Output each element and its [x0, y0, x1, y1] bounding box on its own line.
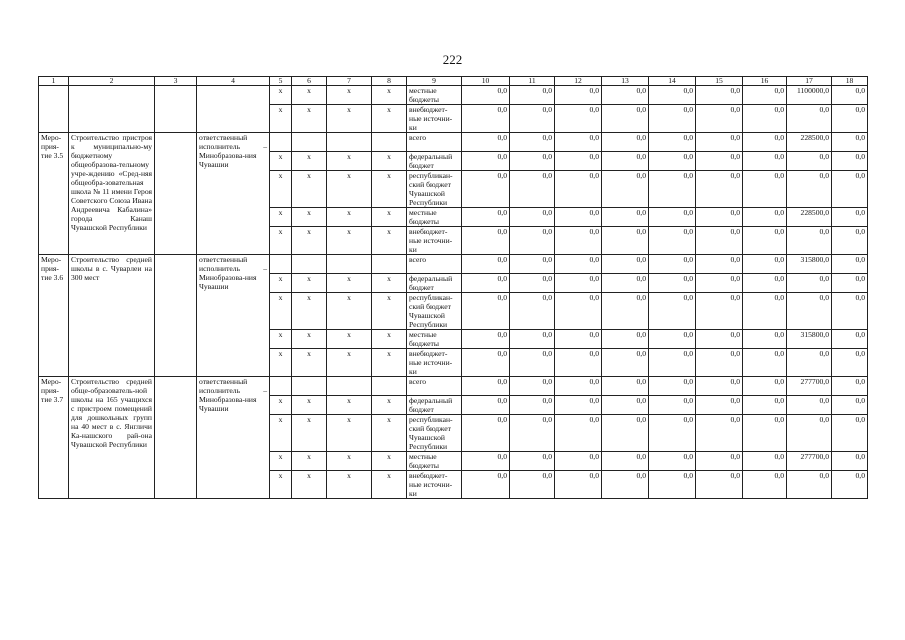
- amount-cell: 0,0: [743, 86, 787, 105]
- amount-cell: 0,0: [462, 330, 510, 349]
- amount-cell: 0,0: [832, 133, 868, 152]
- amount-cell: 0,0: [743, 208, 787, 227]
- x-marker-cell: x: [270, 86, 292, 105]
- x-marker-cell: x: [327, 349, 372, 377]
- amount-cell: 0,0: [696, 415, 743, 452]
- table-row: [39, 133, 868, 152]
- empty-cell: [197, 86, 270, 133]
- amount-cell: 0,0: [832, 452, 868, 471]
- amount-cell: 1100000,0: [787, 86, 832, 105]
- column-header: 6: [292, 77, 327, 86]
- x-marker-cell: x: [270, 349, 292, 377]
- x-marker-cell: x: [292, 86, 327, 105]
- x-marker-cell: x: [372, 396, 407, 415]
- amount-cell: 0,0: [696, 105, 743, 133]
- x-marker-cell: x: [327, 152, 372, 171]
- column-header: 9: [407, 77, 462, 86]
- amount-cell: 0,0: [787, 152, 832, 171]
- empty-cell: [69, 86, 155, 133]
- amount-cell: 0,0: [462, 152, 510, 171]
- column-header: 3: [155, 77, 197, 86]
- activity-label-cell: Меро-прия-тие 3.5: [39, 133, 69, 255]
- x-marker-cell: x: [327, 105, 372, 133]
- amount-cell: 0,0: [555, 105, 602, 133]
- amount-cell: 0,0: [696, 86, 743, 105]
- amount-cell: 0,0: [555, 227, 602, 255]
- x-marker-cell: x: [292, 105, 327, 133]
- amount-cell: 0,0: [510, 349, 555, 377]
- amount-cell: 0,0: [832, 86, 868, 105]
- x-marker-cell: x: [292, 349, 327, 377]
- amount-cell: 0,0: [696, 133, 743, 152]
- x-marker-cell: x: [270, 171, 292, 208]
- amount-cell: 0,0: [462, 171, 510, 208]
- x-marker-cell: x: [372, 274, 407, 293]
- amount-cell: 0,0: [743, 349, 787, 377]
- amount-cell: 0,0: [649, 171, 696, 208]
- amount-cell: 0,0: [602, 471, 649, 499]
- amount-cell: 0,0: [696, 152, 743, 171]
- amount-cell: 0,0: [787, 171, 832, 208]
- x-marker-cell: x: [292, 330, 327, 349]
- x-marker-cell: x: [327, 86, 372, 105]
- x-marker-cell: x: [270, 330, 292, 349]
- x-marker-cell: x: [372, 208, 407, 227]
- x-marker-cell: x: [292, 171, 327, 208]
- amount-cell: 0,0: [649, 105, 696, 133]
- x-marker-cell: x: [270, 227, 292, 255]
- x-marker-cell: x: [327, 208, 372, 227]
- amount-cell: 0,0: [462, 227, 510, 255]
- x-marker-cell: x: [292, 471, 327, 499]
- amount-cell: 0,0: [649, 274, 696, 293]
- amount-cell: 0,0: [602, 415, 649, 452]
- column-header: 2: [69, 77, 155, 86]
- x-marker-cell: x: [270, 471, 292, 499]
- amount-cell: 0,0: [510, 255, 555, 274]
- amount-cell: 0,0: [743, 377, 787, 396]
- amount-cell: 0,0: [462, 208, 510, 227]
- amount-cell: 0,0: [555, 415, 602, 452]
- amount-cell: 0,0: [649, 377, 696, 396]
- executor-cell: ответственный исполнитель – Минобразова-ния Чувашии: [197, 255, 270, 377]
- amount-cell: 0,0: [649, 152, 696, 171]
- x-marker-cell: [292, 133, 327, 152]
- amount-cell: 0,0: [510, 86, 555, 105]
- amount-cell: 0,0: [743, 452, 787, 471]
- activity-label-cell: Меро-прия-тие 3.6: [39, 255, 69, 377]
- funding-source-cell: внебюджет-ные источни-ки: [407, 105, 462, 133]
- amount-cell: 0,0: [602, 171, 649, 208]
- amount-cell: 0,0: [649, 349, 696, 377]
- table-body: [39, 86, 868, 499]
- column-header: 5: [270, 77, 292, 86]
- column-header: 4: [197, 77, 270, 86]
- amount-cell: 0,0: [510, 471, 555, 499]
- x-marker-cell: [270, 377, 292, 396]
- x-marker-cell: [327, 255, 372, 274]
- amount-cell: 0,0: [462, 415, 510, 452]
- amount-cell: 0,0: [555, 133, 602, 152]
- amount-cell: 0,0: [832, 105, 868, 133]
- amount-cell: 0,0: [462, 349, 510, 377]
- funding-source-cell: внебюджет-ные источни-ки: [407, 471, 462, 499]
- amount-cell: 0,0: [696, 471, 743, 499]
- empty-cell: [155, 133, 197, 255]
- amount-cell: 0,0: [696, 208, 743, 227]
- amount-cell: 0,0: [555, 396, 602, 415]
- amount-cell: 0,0: [832, 330, 868, 349]
- amount-cell: 0,0: [787, 415, 832, 452]
- amount-cell: 0,0: [555, 255, 602, 274]
- funding-source-cell: местные бюджеты: [407, 208, 462, 227]
- x-marker-cell: x: [327, 171, 372, 208]
- table-row: [39, 377, 868, 396]
- amount-cell: 228500,0: [787, 208, 832, 227]
- amount-cell: 0,0: [832, 471, 868, 499]
- funding-source-cell: всего: [407, 133, 462, 152]
- amount-cell: 0,0: [555, 152, 602, 171]
- amount-cell: 0,0: [649, 133, 696, 152]
- x-marker-cell: x: [270, 152, 292, 171]
- x-marker-cell: x: [292, 227, 327, 255]
- amount-cell: 0,0: [696, 274, 743, 293]
- column-header: 17: [787, 77, 832, 86]
- funding-source-cell: местные бюджеты: [407, 452, 462, 471]
- column-header: 12: [555, 77, 602, 86]
- amount-cell: 0,0: [649, 452, 696, 471]
- x-marker-cell: [270, 255, 292, 274]
- x-marker-cell: x: [292, 208, 327, 227]
- funding-source-cell: федеральный бюджет: [407, 274, 462, 293]
- amount-cell: 0,0: [462, 452, 510, 471]
- x-marker-cell: x: [292, 452, 327, 471]
- amount-cell: 0,0: [743, 105, 787, 133]
- amount-cell: 0,0: [555, 452, 602, 471]
- x-marker-cell: [292, 377, 327, 396]
- amount-cell: 0,0: [696, 227, 743, 255]
- x-marker-cell: x: [327, 227, 372, 255]
- x-marker-cell: x: [292, 415, 327, 452]
- amount-cell: 0,0: [555, 293, 602, 330]
- x-marker-cell: x: [292, 274, 327, 293]
- amount-cell: 0,0: [462, 255, 510, 274]
- funding-source-cell: внебюджет-ные источни-ки: [407, 227, 462, 255]
- amount-cell: 0,0: [510, 330, 555, 349]
- amount-cell: 0,0: [832, 255, 868, 274]
- amount-cell: 0,0: [743, 227, 787, 255]
- x-marker-cell: [372, 133, 407, 152]
- amount-cell: 0,0: [649, 471, 696, 499]
- funding-source-cell: местные бюджеты: [407, 330, 462, 349]
- amount-cell: 0,0: [602, 208, 649, 227]
- amount-cell: 0,0: [462, 471, 510, 499]
- amount-cell: 0,0: [743, 152, 787, 171]
- amount-cell: 0,0: [649, 208, 696, 227]
- x-marker-cell: x: [372, 227, 407, 255]
- column-header: 18: [832, 77, 868, 86]
- funding-source-cell: всего: [407, 377, 462, 396]
- x-marker-cell: x: [327, 293, 372, 330]
- activity-label-cell: Меро-прия-тие 3.7: [39, 377, 69, 499]
- amount-cell: 0,0: [602, 255, 649, 274]
- x-marker-cell: [327, 377, 372, 396]
- amount-cell: 0,0: [787, 471, 832, 499]
- empty-cell: [155, 377, 197, 499]
- amount-cell: 0,0: [602, 349, 649, 377]
- x-marker-cell: x: [372, 293, 407, 330]
- table-row: [39, 86, 868, 105]
- column-header: 7: [327, 77, 372, 86]
- column-header: 1: [39, 77, 69, 86]
- amount-cell: 0,0: [743, 415, 787, 452]
- amount-cell: 0,0: [462, 293, 510, 330]
- amount-cell: 0,0: [787, 396, 832, 415]
- amount-cell: 0,0: [510, 293, 555, 330]
- amount-cell: 0,0: [832, 227, 868, 255]
- amount-cell: 0,0: [602, 105, 649, 133]
- amount-cell: 0,0: [743, 133, 787, 152]
- funding-source-cell: республикан-ский бюджет Чувашской Республики: [407, 415, 462, 452]
- amount-cell: 0,0: [462, 377, 510, 396]
- x-marker-cell: x: [327, 415, 372, 452]
- amount-cell: 0,0: [696, 330, 743, 349]
- x-marker-cell: x: [372, 171, 407, 208]
- amount-cell: 0,0: [743, 255, 787, 274]
- x-marker-cell: x: [372, 452, 407, 471]
- x-marker-cell: x: [372, 349, 407, 377]
- amount-cell: 0,0: [555, 349, 602, 377]
- amount-cell: 277700,0: [787, 452, 832, 471]
- amount-cell: 0,0: [832, 171, 868, 208]
- executor-cell: ответственный исполнитель – Минобразова-ния Чувашии: [197, 133, 270, 255]
- column-header: 13: [602, 77, 649, 86]
- x-marker-cell: x: [327, 396, 372, 415]
- x-marker-cell: x: [270, 415, 292, 452]
- amount-cell: 0,0: [832, 208, 868, 227]
- x-marker-cell: x: [270, 452, 292, 471]
- amount-cell: 0,0: [743, 293, 787, 330]
- amount-cell: 0,0: [555, 208, 602, 227]
- amount-cell: 0,0: [510, 274, 555, 293]
- amount-cell: 0,0: [555, 330, 602, 349]
- amount-cell: 0,0: [649, 227, 696, 255]
- amount-cell: 0,0: [649, 255, 696, 274]
- amount-cell: 277700,0: [787, 377, 832, 396]
- amount-cell: 0,0: [743, 330, 787, 349]
- x-marker-cell: x: [372, 471, 407, 499]
- amount-cell: 0,0: [787, 349, 832, 377]
- page-number: 222: [442, 52, 463, 67]
- x-marker-cell: [372, 255, 407, 274]
- amount-cell: 0,0: [649, 330, 696, 349]
- amount-cell: 0,0: [462, 396, 510, 415]
- amount-cell: 0,0: [510, 415, 555, 452]
- amount-cell: 0,0: [832, 293, 868, 330]
- x-marker-cell: x: [270, 396, 292, 415]
- amount-cell: 0,0: [555, 274, 602, 293]
- x-marker-cell: x: [292, 293, 327, 330]
- amount-cell: 0,0: [602, 330, 649, 349]
- amount-cell: 0,0: [787, 227, 832, 255]
- amount-cell: 315800,0: [787, 255, 832, 274]
- amount-cell: 0,0: [649, 86, 696, 105]
- amount-cell: 0,0: [832, 377, 868, 396]
- empty-cell: [155, 86, 197, 133]
- empty-cell: [155, 255, 197, 377]
- amount-cell: 0,0: [696, 377, 743, 396]
- amount-cell: 0,0: [743, 171, 787, 208]
- amount-cell: 228500,0: [787, 133, 832, 152]
- x-marker-cell: x: [372, 86, 407, 105]
- x-marker-cell: x: [327, 330, 372, 349]
- column-header: 11: [510, 77, 555, 86]
- amount-cell: 0,0: [462, 86, 510, 105]
- x-marker-cell: x: [292, 152, 327, 171]
- amount-cell: 0,0: [510, 171, 555, 208]
- amount-cell: 0,0: [832, 396, 868, 415]
- amount-cell: 0,0: [832, 349, 868, 377]
- amount-cell: 0,0: [787, 105, 832, 133]
- amount-cell: 0,0: [696, 452, 743, 471]
- amount-cell: 0,0: [602, 274, 649, 293]
- amount-cell: 0,0: [696, 396, 743, 415]
- column-header: 15: [696, 77, 743, 86]
- x-marker-cell: x: [270, 293, 292, 330]
- amount-cell: 0,0: [510, 396, 555, 415]
- x-marker-cell: x: [270, 105, 292, 133]
- amount-cell: 0,0: [743, 274, 787, 293]
- amount-cell: 0,0: [649, 396, 696, 415]
- amount-cell: 0,0: [649, 293, 696, 330]
- amount-cell: 0,0: [602, 293, 649, 330]
- empty-cell: [39, 86, 69, 133]
- amount-cell: 0,0: [743, 471, 787, 499]
- funding-source-cell: местные бюджеты: [407, 86, 462, 105]
- activity-name-cell: Строительство пристроя к муниципально-му бюджетному общеобразова-тельному учре-ждению «Сред-няя общеобра-зовательная школа № 11 имени Героя Советского Союза Ивана Андреевича Кабалина» города Канаш Чувашской Республики: [69, 133, 155, 255]
- activity-name-cell: Строительство средней обще-образователь-ной школы на 165 учащихся с пристроем помещений для дошкольных групп на 40 мест в с. Янгличи Ка-нашского рай-она Чувашской Республики: [69, 377, 155, 499]
- amount-cell: 0,0: [602, 227, 649, 255]
- amount-cell: 0,0: [510, 105, 555, 133]
- amount-cell: 0,0: [832, 274, 868, 293]
- amount-cell: 0,0: [510, 227, 555, 255]
- funding-source-cell: всего: [407, 255, 462, 274]
- x-marker-cell: x: [327, 471, 372, 499]
- amount-cell: 0,0: [602, 452, 649, 471]
- amount-cell: 0,0: [462, 105, 510, 133]
- x-marker-cell: x: [372, 330, 407, 349]
- column-header: 8: [372, 77, 407, 86]
- funding-source-cell: республикан-ский бюджет Чувашской Республики: [407, 171, 462, 208]
- funding-source-cell: федеральный бюджет: [407, 152, 462, 171]
- amount-cell: 0,0: [743, 396, 787, 415]
- column-header: 10: [462, 77, 510, 86]
- amount-cell: 0,0: [787, 274, 832, 293]
- x-marker-cell: [372, 377, 407, 396]
- amount-cell: 0,0: [510, 208, 555, 227]
- amount-cell: 0,0: [602, 396, 649, 415]
- amount-cell: 0,0: [602, 133, 649, 152]
- x-marker-cell: x: [372, 415, 407, 452]
- x-marker-cell: x: [270, 274, 292, 293]
- amount-cell: 0,0: [510, 133, 555, 152]
- x-marker-cell: [270, 133, 292, 152]
- executor-cell: ответственный исполнитель – Минобразова-ния Чувашии: [197, 377, 270, 499]
- amount-cell: 0,0: [696, 293, 743, 330]
- activity-name-cell: Строительство средней школы в с. Чуварлеи на 300 мест: [69, 255, 155, 377]
- column-number-row: [39, 77, 868, 86]
- amount-cell: 0,0: [832, 152, 868, 171]
- x-marker-cell: [292, 255, 327, 274]
- amount-cell: 0,0: [555, 171, 602, 208]
- funding-source-cell: федеральный бюджет: [407, 396, 462, 415]
- amount-cell: 0,0: [462, 133, 510, 152]
- amount-cell: 0,0: [510, 152, 555, 171]
- amount-cell: 0,0: [602, 377, 649, 396]
- table-row: [39, 255, 868, 274]
- amount-cell: 0,0: [510, 452, 555, 471]
- funding-source-cell: внебюджет-ные источни-ки: [407, 349, 462, 377]
- funding-source-cell: республикан-ский бюджет Чувашской Республики: [407, 293, 462, 330]
- amount-cell: 0,0: [832, 415, 868, 452]
- amount-cell: 0,0: [602, 86, 649, 105]
- amount-cell: 0,0: [555, 377, 602, 396]
- amount-cell: 0,0: [696, 349, 743, 377]
- amount-cell: 0,0: [696, 255, 743, 274]
- x-marker-cell: x: [372, 105, 407, 133]
- x-marker-cell: x: [327, 274, 372, 293]
- column-header: 14: [649, 77, 696, 86]
- amount-cell: 0,0: [555, 86, 602, 105]
- amount-cell: 0,0: [787, 293, 832, 330]
- budget-table: [38, 76, 868, 499]
- amount-cell: 0,0: [696, 171, 743, 208]
- amount-cell: 0,0: [462, 274, 510, 293]
- x-marker-cell: x: [270, 208, 292, 227]
- x-marker-cell: [327, 133, 372, 152]
- amount-cell: 0,0: [602, 152, 649, 171]
- x-marker-cell: x: [292, 396, 327, 415]
- amount-cell: 0,0: [649, 415, 696, 452]
- amount-cell: 315800,0: [787, 330, 832, 349]
- amount-cell: 0,0: [555, 471, 602, 499]
- x-marker-cell: x: [327, 452, 372, 471]
- x-marker-cell: x: [372, 152, 407, 171]
- column-header: 16: [743, 77, 787, 86]
- amount-cell: 0,0: [510, 377, 555, 396]
